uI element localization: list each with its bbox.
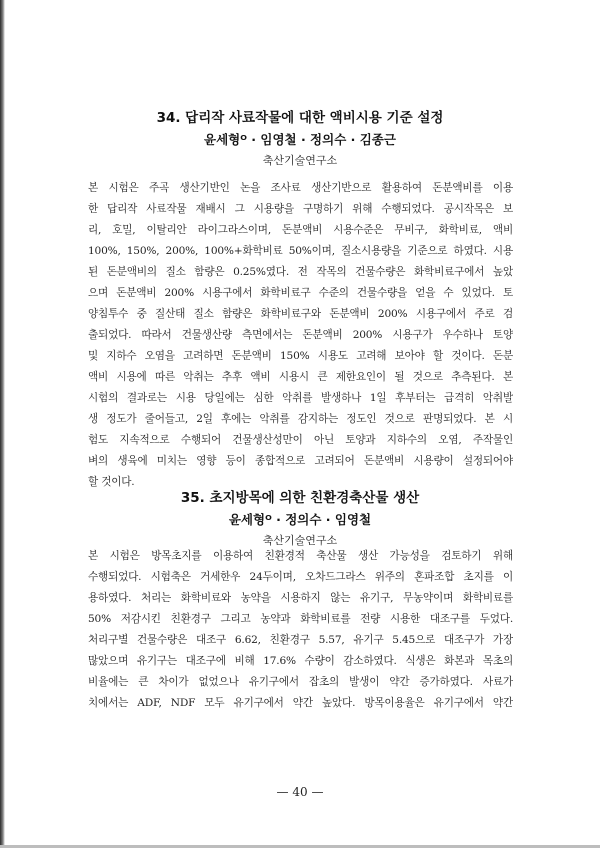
- text-line: 본 시험은 주곡 생산기반인 논을 조사료 생산기반으로 활용하여 돈분액비를 이용: [88, 182, 513, 194]
- text-line: 본 시험은 방목초지를 이용하여 친환경적 축산물 생산 가능성을 검토하기 위해: [88, 550, 513, 562]
- page-number: — 40 —: [276, 785, 324, 799]
- section-34-title: 34. 답리작 사료작물에 대한 액비시용 기준 설정: [156, 110, 444, 126]
- text-line: 험도 지속적으로 수행되어 건물생산성만이 아닌 토양과 지하수의 오염, 주작물인: [88, 434, 513, 446]
- text-line: 100%, 150%, 200%, 100%+화학비료 50%이며, 질소시용량을 기준으로 하였다. 시용: [88, 245, 513, 257]
- scan-edge-shadow: [0, 0, 5, 848]
- text-line: 처리구별 건물수량은 대조구 6.62, 친환경구 5.57, 유기구 5.45으로 대조구가 가장: [88, 634, 513, 646]
- text-line: 벼의 생육에 미치는 영향 등이 종합적으로 고려되어 돈분액비 시용량이 설정되어야: [88, 455, 513, 467]
- text-line: 치에서는 ADF, NDF 모두 유기구에서 약간 높았다. 방목이용율은 유기구에서 약간: [88, 697, 513, 709]
- text-line: 많았으며 유기구는 대조구에 비해 17.6% 수량이 감소하였다. 식생은 화본과 목초의: [88, 655, 513, 667]
- text-line: 양침투수 중 질산태 질소 함량은 화학비료구와 돈분액비 200% 시용구에서 주로 검: [88, 308, 513, 320]
- text-line: 용하였다. 처리는 화학비료와 농약을 시용하지 않는 유기구, 무농약이며 화학비료를: [88, 592, 513, 604]
- text-line: 시험의 결과로는 시용 당일에는 심한 악취를 발생하나 1일 후부터는 급격히 악취발: [88, 392, 513, 404]
- text-line: 50% 저감시킨 친환경구 그리고 농약과 화학비료를 전량 시용한 대조구를 두었다.: [88, 613, 513, 625]
- text-line: 리, 호밀, 이탈리안 라이그라스이며, 돈분액비 시용수준은 무비구, 화학비료, 액비: [88, 224, 513, 236]
- section-34-abstract: [88, 178, 513, 493]
- section-34-affiliation: 축산기술연구소: [262, 154, 338, 167]
- section-34-authors: 윤세형ᴼ · 임영철 · 정의수 · 김종근: [204, 132, 396, 147]
- text-line: 생 정도가 줄어들고, 2일 후에는 악취를 감지하는 정도인 것으로 판명되었다. 본 시: [88, 413, 513, 425]
- text-line: 할 것이다.: [88, 476, 135, 488]
- section-35-affiliation: 축산기술연구소: [262, 534, 338, 547]
- text-line: 비율에는 큰 차이가 없었으나 유기구에서 잡초의 발생이 약간 증가하였다. 사료가: [88, 676, 513, 688]
- text-line: 한 답리작 사료작물 재배시 그 시용량을 구명하기 위해 수행되었다. 공시작목은 보: [88, 203, 513, 215]
- text-line: 액비 시용에 따른 악취는 추후 액비 시용시 큰 제한요인이 될 것으로 추측된다. 본: [88, 371, 513, 383]
- text-line: 및 지하수 오염을 고려하면 돈분액비 150% 시용도 고려해 보아야 할 것이다. 돈분: [88, 350, 513, 362]
- text-line: 된 돈분액비의 질소 함량은 0.25%였다. 전 작목의 건물수량은 화학비료구에서 높았: [88, 266, 513, 278]
- section-35-authors: 윤세형ᴼ · 정의수 · 임영철: [228, 512, 372, 527]
- section-35-abstract: [88, 546, 513, 714]
- text-line: 으며 돈분액비 200% 시용구에서 화학비료구 수준의 건물수량을 얻을 수 있었다. 토: [88, 287, 513, 299]
- section-35-title: 35. 초지방목에 의한 친환경축산물 생산: [180, 490, 420, 506]
- text-line: 수행되었다. 시험축은 거세한우 24두이며, 오차드그라스 위주의 혼파조합 초지를 이: [88, 571, 513, 583]
- text-line: 출되었다. 따라서 건물생산량 측면에서는 돈분액비 200% 시용구가 우수하나 토양: [88, 329, 513, 341]
